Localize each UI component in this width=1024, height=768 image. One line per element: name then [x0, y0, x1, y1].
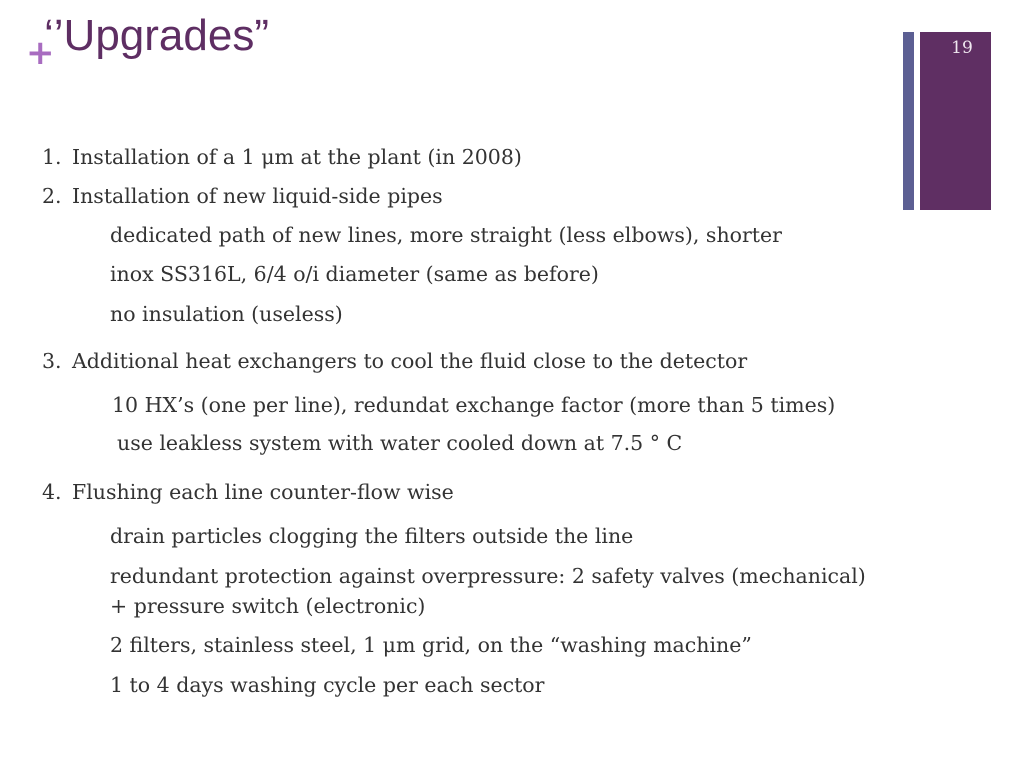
sub-item: inox SS316L, 6/4 o/i diameter (same as before) — [110, 262, 599, 286]
sub-item: redundant protection against overpressure: 2 safety valves (mechanical) — [110, 564, 866, 588]
sub-item: dedicated path of new lines, more straight (less elbows), shorter — [110, 223, 782, 247]
list-item: Installation of new liquid-side pipes — [72, 184, 443, 208]
list-item: Flushing each line counter-flow wise — [72, 480, 454, 504]
item-number: 2. — [42, 184, 62, 208]
plus-icon: + — [26, 33, 55, 73]
accent-bar-wide — [920, 32, 991, 210]
sub-item: 1 to 4 days washing cycle per each sector — [110, 673, 545, 697]
accent-bar-thin — [903, 32, 914, 210]
sub-item: 10 HX’s (one per line), redundat exchange factor (more than 5 times) — [112, 393, 836, 417]
list-item: Installation of a 1 μm at the plant (in 2008) — [72, 145, 522, 169]
sub-item: use leakless system with water cooled down at 7.5 ° C — [117, 431, 683, 455]
sub-item: 2 filters, stainless steel, 1 μm grid, on the “washing machine” — [110, 633, 752, 657]
slide-title: ‘’Upgrades” — [44, 11, 269, 60]
item-number: 3. — [42, 349, 62, 373]
sub-item: + pressure switch (electronic) — [110, 594, 426, 618]
item-number: 4. — [42, 480, 62, 504]
list-item: Additional heat exchangers to cool the fluid close to the detector — [72, 349, 748, 373]
sub-item: drain particles clogging the filters outside the line — [110, 524, 634, 548]
item-number: 1. — [42, 145, 62, 169]
sub-item: no insulation (useless) — [110, 302, 343, 326]
page-number: 19 — [951, 38, 973, 58]
